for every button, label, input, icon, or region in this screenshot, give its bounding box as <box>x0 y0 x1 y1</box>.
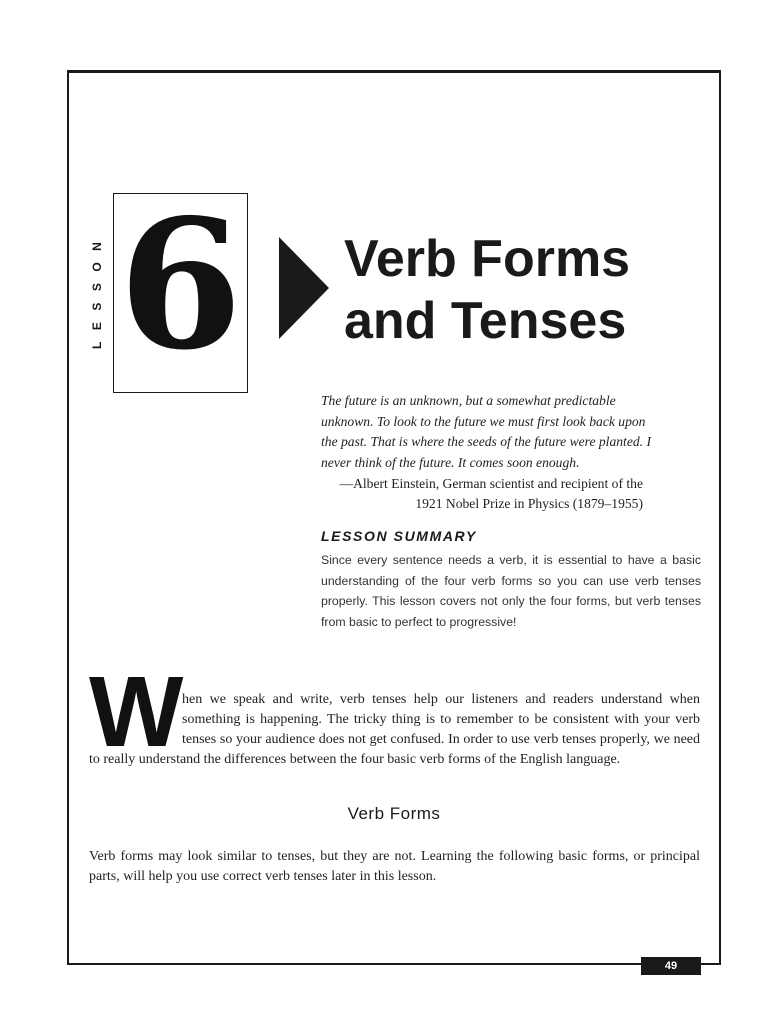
intro-paragraph <box>89 690 700 770</box>
lesson-title <box>344 228 684 352</box>
lesson-summary-heading: LESSON SUMMARY <box>321 528 477 544</box>
epigraph-attribution <box>321 474 643 514</box>
attribution-line1: —Albert Einstein, German scientist and recipient of the <box>339 476 643 491</box>
section-paragraph: Verb forms may look similar to tenses, but they are not. Learning the following basic forms, or principal parts, will help you use correct verb tenses later in this lesson. <box>89 849 700 884</box>
triangle-arrow-icon <box>279 237 329 339</box>
intro-paragraph-text: hen we speak and write, verb tenses help our listeners and readers understand when something is happening. The tricky thing is to remember to be consistent with your verb tenses so your audience does not get confused. In order to use verb tenses properly, we need to really understand the differences between the four basic verb forms of the English language. <box>89 692 700 767</box>
lesson-number: 6 <box>118 180 243 389</box>
lesson-title-line2: and Tenses <box>344 292 627 350</box>
epigraph-quote: The future is an unknown, but a somewhat predictable unknown. To look to the future we must first look back upon the past. That is where the seeds of the future were planted. I never think of the future. It comes soon enough. <box>321 393 651 470</box>
page-number: 49 <box>641 957 701 975</box>
lesson-title-line1: Verb Forms <box>344 230 631 288</box>
attribution-line2: 1921 Nobel Prize in Physics (1879–1955) <box>415 496 643 511</box>
lesson-label: LESSON <box>90 230 104 349</box>
section-heading: Verb Forms <box>347 804 441 823</box>
lesson-summary-text: Since every sentence needs a verb, it is essential to have a basic understanding of the four verb forms so you can use verb tenses properly. This lesson covers not only the four forms, but verb tenses from basic to perfect to progressive! <box>321 553 701 629</box>
drop-cap: W <box>89 656 184 768</box>
